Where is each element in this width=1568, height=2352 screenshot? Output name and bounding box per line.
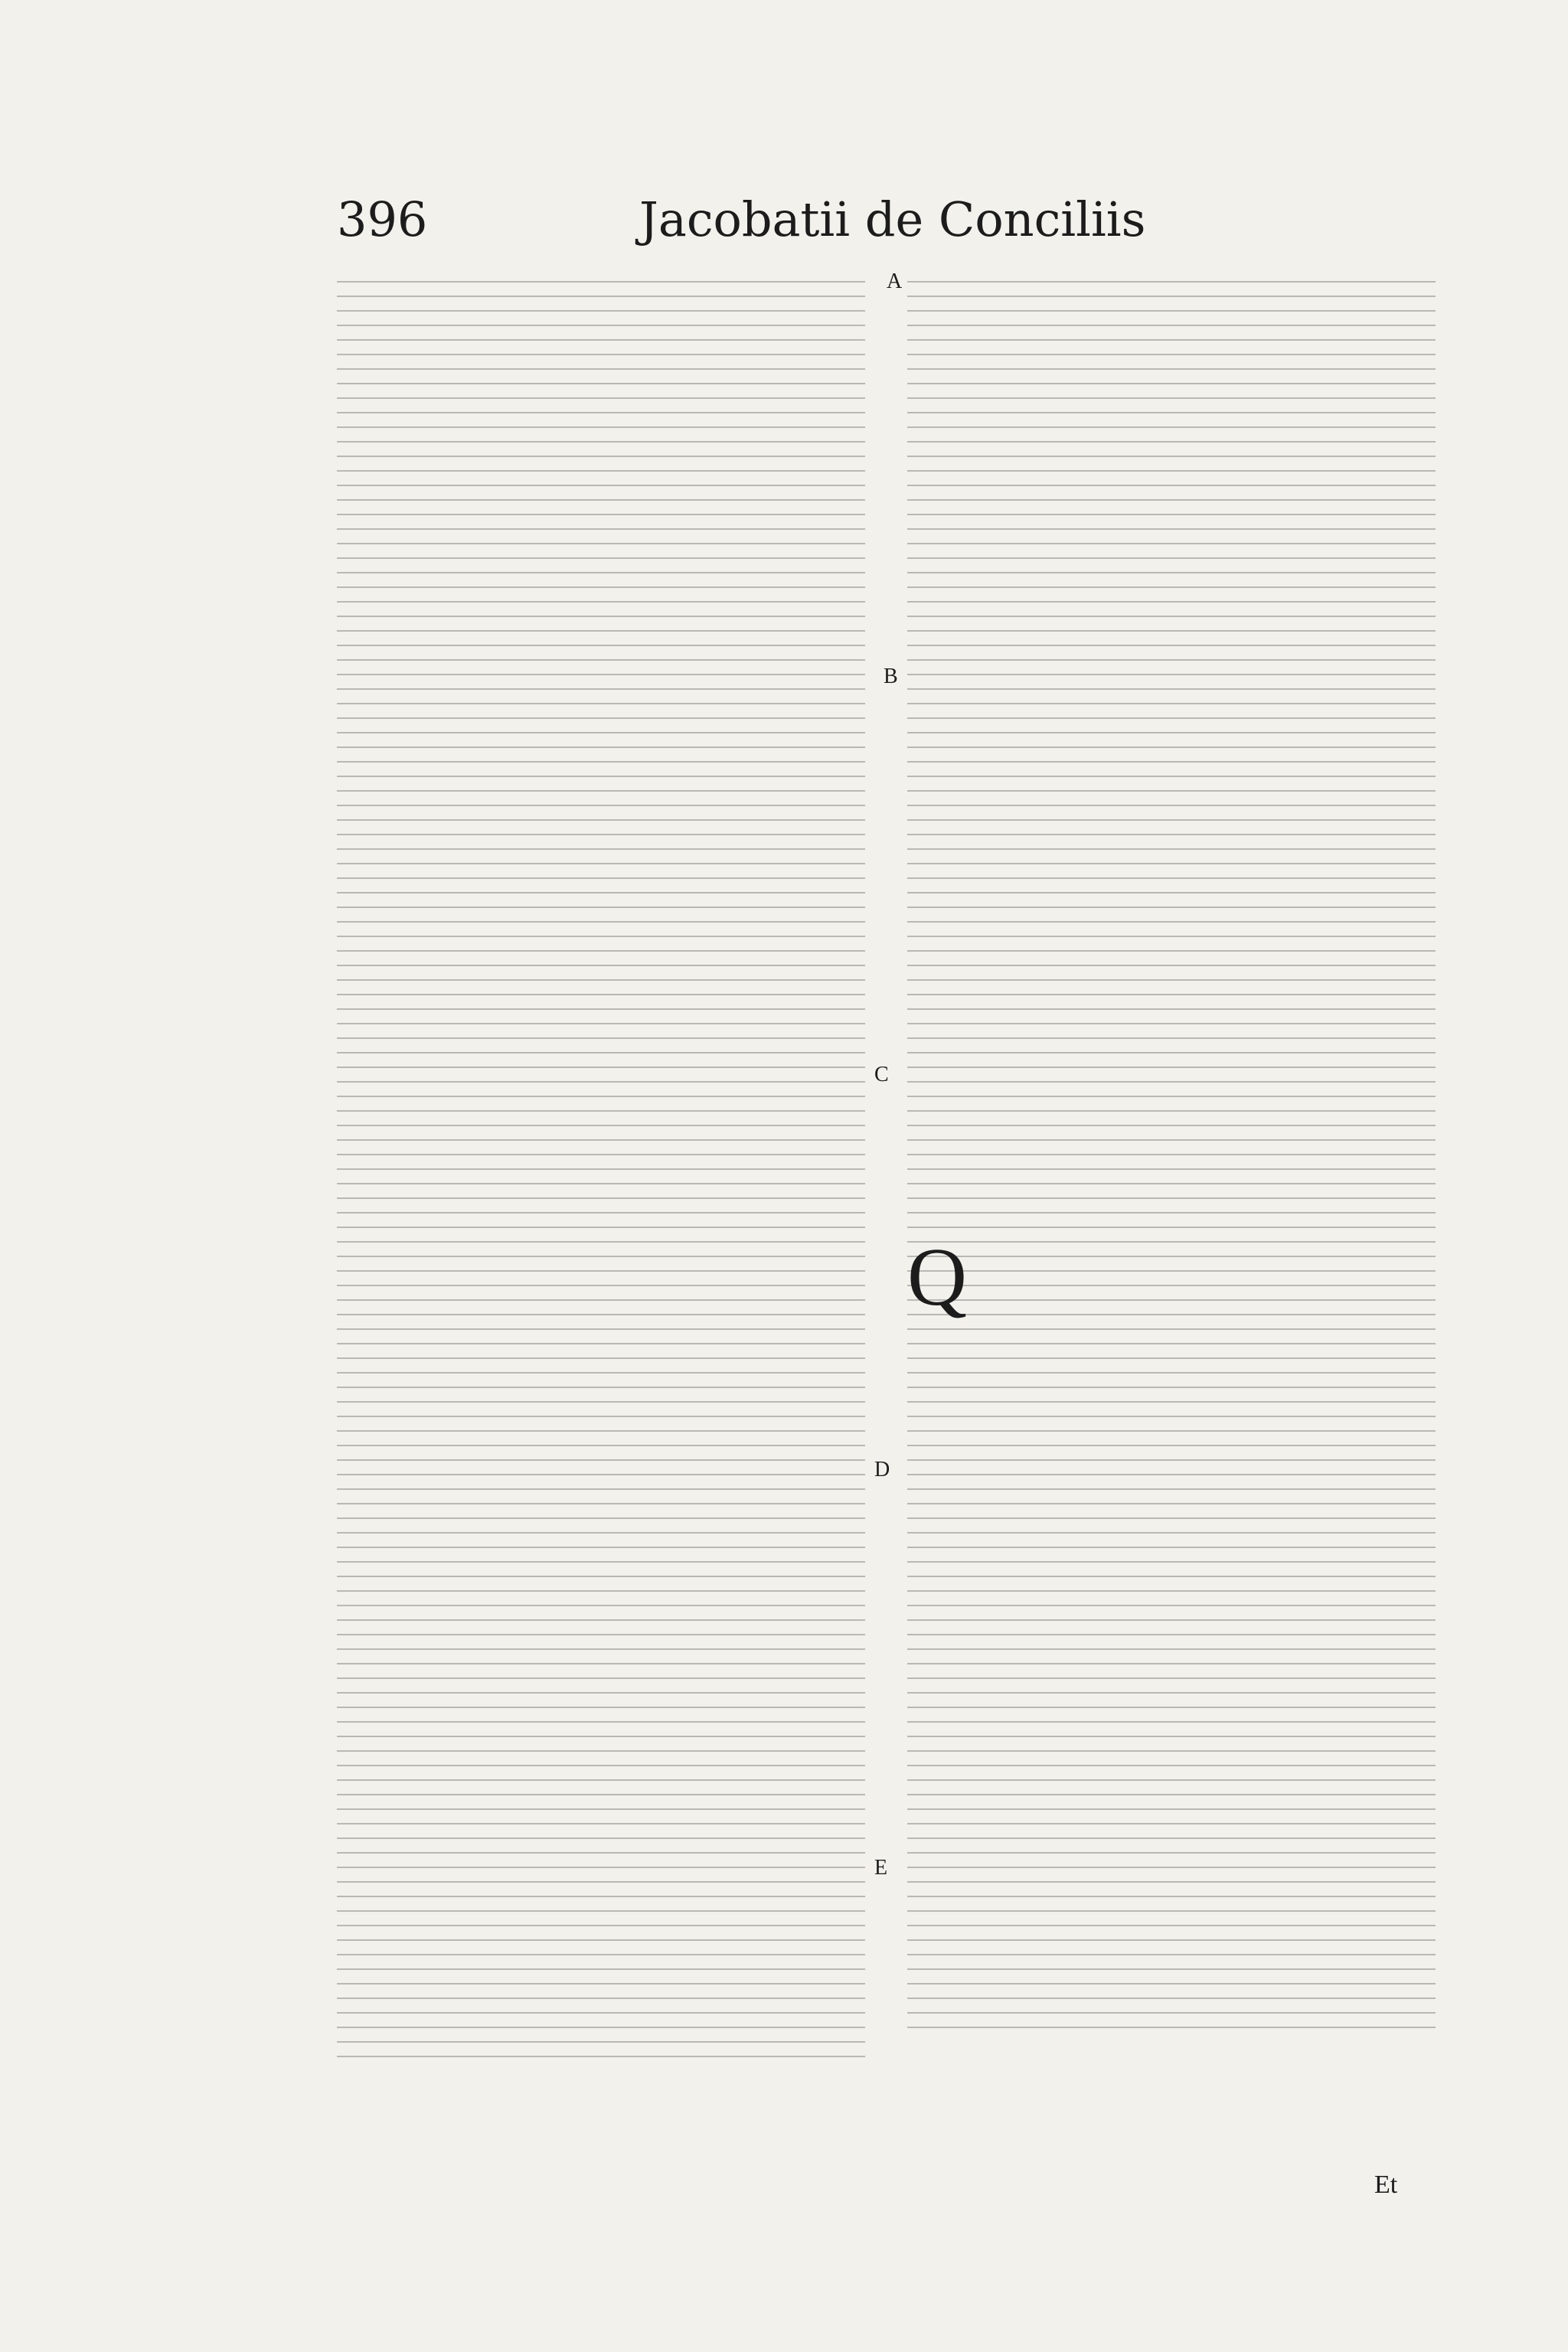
text-line-placeholder (337, 965, 865, 966)
text-line-placeholder (907, 1648, 1436, 1650)
text-line-placeholder (337, 281, 865, 283)
text-line-placeholder (337, 1227, 865, 1228)
text-line-placeholder (337, 936, 865, 937)
text-line-placeholder (907, 1736, 1436, 1737)
text-line-placeholder (907, 1183, 1436, 1184)
text-line-placeholder (907, 1401, 1436, 1403)
text-line-placeholder (337, 1503, 865, 1504)
text-line-placeholder (907, 1619, 1436, 1621)
text-line-placeholder (337, 456, 865, 457)
text-line-placeholder (907, 1590, 1436, 1592)
text-line-placeholder (337, 1968, 865, 1970)
text-line-placeholder (337, 1037, 865, 1039)
text-line-placeholder (337, 1576, 865, 1577)
margin-letter-d: D (874, 1458, 890, 1481)
text-line-placeholder (907, 761, 1436, 763)
text-line-placeholder (337, 426, 865, 428)
text-line-placeholder (907, 1110, 1436, 1112)
text-line-placeholder (907, 412, 1436, 413)
text-line-placeholder (907, 1168, 1436, 1170)
text-line-placeholder (337, 776, 865, 777)
text-line-placeholder (337, 703, 865, 704)
text-line-placeholder (907, 1008, 1436, 1010)
text-line-placeholder (907, 1663, 1436, 1664)
text-line-placeholder (907, 674, 1436, 675)
text-line-placeholder (337, 1459, 865, 1461)
text-line-placeholder (907, 688, 1436, 690)
text-line-placeholder (907, 805, 1436, 806)
text-line-placeholder (337, 1430, 865, 1432)
text-line-placeholder (337, 1285, 865, 1286)
text-line-placeholder (337, 2041, 865, 2043)
text-line-placeholder (337, 1838, 865, 1839)
text-line-placeholder (337, 1692, 865, 1694)
text-line-placeholder (337, 601, 865, 603)
text-line-placeholder (907, 441, 1436, 443)
text-line-placeholder (337, 1387, 865, 1388)
text-line-placeholder (337, 1896, 865, 1897)
text-line-placeholder (907, 1503, 1436, 1504)
text-line-placeholder (337, 645, 865, 646)
text-line-placeholder (907, 1459, 1436, 1461)
text-line-placeholder (337, 863, 865, 864)
text-line-placeholder (907, 863, 1436, 864)
text-line-placeholder (337, 1634, 865, 1635)
text-line-placeholder (337, 572, 865, 573)
text-line-placeholder (907, 1808, 1436, 1810)
text-line-placeholder (337, 1619, 865, 1621)
text-line-placeholder (337, 368, 865, 370)
text-line-placeholder (907, 776, 1436, 777)
text-line-placeholder (907, 1212, 1436, 1214)
text-line-placeholder (907, 1314, 1436, 1315)
text-line-placeholder (337, 834, 865, 835)
text-line-placeholder (907, 601, 1436, 603)
text-line-placeholder (907, 528, 1436, 530)
text-line-placeholder (907, 1430, 1436, 1432)
running-header (337, 191, 1256, 253)
text-line-placeholder (337, 1052, 865, 1054)
text-line-placeholder (337, 1736, 865, 1737)
margin-letter-b: B (884, 665, 898, 688)
text-line-placeholder (337, 790, 865, 792)
text-line-placeholder (907, 1983, 1436, 1984)
text-line-placeholder (337, 1299, 865, 1301)
text-line-placeholder (337, 339, 865, 341)
text-line-placeholder (907, 1750, 1436, 1752)
text-line-placeholder (337, 616, 865, 617)
text-line-placeholder (907, 819, 1436, 821)
text-line-placeholder (907, 1241, 1436, 1243)
left-column (337, 268, 865, 2070)
text-line-placeholder (907, 383, 1436, 384)
text-line-placeholder (337, 1794, 865, 1795)
text-line-placeholder (337, 1096, 865, 1097)
text-line-placeholder (907, 397, 1436, 399)
text-line-placeholder (337, 1154, 865, 1155)
text-line-placeholder (907, 1939, 1436, 1941)
page-number: 396 (337, 191, 428, 247)
text-line-placeholder (907, 834, 1436, 835)
text-line-placeholder (907, 1576, 1436, 1577)
text-line-placeholder (907, 1416, 1436, 1417)
text-line-placeholder (907, 1474, 1436, 1475)
text-line-placeholder (907, 703, 1436, 704)
text-line-placeholder (337, 1983, 865, 1984)
text-line-placeholder (907, 1561, 1436, 1563)
text-line-placeholder (907, 485, 1436, 486)
text-line-placeholder (337, 1343, 865, 1344)
text-line-placeholder (337, 325, 865, 326)
text-line-placeholder (337, 1212, 865, 1214)
text-line-placeholder (337, 1939, 865, 1941)
text-line-placeholder (337, 2056, 865, 2057)
margin-letter-e: E (874, 1856, 888, 1880)
right-column (907, 268, 1436, 2041)
text-line-placeholder (907, 281, 1436, 283)
text-line-placeholder (337, 470, 865, 472)
text-line-placeholder (907, 1677, 1436, 1679)
text-line-placeholder (337, 1197, 865, 1199)
text-line-placeholder (337, 1765, 865, 1766)
text-line-placeholder (907, 965, 1436, 966)
text-line-placeholder (907, 1139, 1436, 1141)
page-title: Jacobatii de Conciliis (639, 191, 1146, 247)
text-line-placeholder (337, 1707, 865, 1708)
text-line-placeholder (907, 499, 1436, 501)
text-line-placeholder (337, 1023, 865, 1024)
margin-letter-c: C (874, 1063, 889, 1086)
text-line-placeholder (337, 1590, 865, 1592)
text-line-placeholder (907, 1445, 1436, 1446)
text-line-placeholder (907, 1867, 1436, 1868)
text-line-placeholder (337, 1416, 865, 1417)
text-line-placeholder (907, 1968, 1436, 1970)
text-line-placeholder (337, 1110, 865, 1112)
text-line-placeholder (907, 1605, 1436, 1606)
text-line-placeholder (907, 790, 1436, 792)
text-line-placeholder (907, 630, 1436, 632)
text-line-placeholder (337, 1954, 865, 1955)
text-line-placeholder (907, 1692, 1436, 1694)
text-line-placeholder (337, 1881, 865, 1883)
text-line-placeholder (907, 1227, 1436, 1228)
text-line-placeholder (907, 1357, 1436, 1359)
text-line-placeholder (907, 936, 1436, 937)
text-line-placeholder (907, 717, 1436, 719)
text-line-placeholder (337, 528, 865, 530)
text-line-placeholder (907, 659, 1436, 661)
text-line-placeholder (907, 557, 1436, 559)
text-line-placeholder (337, 1401, 865, 1403)
text-line-placeholder (907, 1197, 1436, 1199)
text-line-placeholder (337, 1067, 865, 1068)
text-line-placeholder (907, 1838, 1436, 1839)
text-line-placeholder (907, 892, 1436, 893)
text-line-placeholder (907, 1547, 1436, 1548)
text-line-placeholder (907, 470, 1436, 472)
text-line-placeholder (907, 994, 1436, 995)
text-line-placeholder (907, 1852, 1436, 1854)
text-line-placeholder (337, 659, 865, 661)
text-line-placeholder (337, 1648, 865, 1650)
text-line-placeholder (907, 1343, 1436, 1344)
text-line-placeholder (907, 1299, 1436, 1301)
text-line-placeholder (337, 1910, 865, 1912)
text-line-placeholder (337, 1663, 865, 1664)
text-line-placeholder (337, 761, 865, 763)
text-line-placeholder (907, 354, 1436, 355)
text-line-placeholder (907, 514, 1436, 515)
text-line-placeholder (907, 1154, 1436, 1155)
text-line-placeholder (907, 746, 1436, 748)
text-line-placeholder (907, 1096, 1436, 1097)
text-line-placeholder (337, 441, 865, 443)
text-line-placeholder (337, 1532, 865, 1534)
text-line-placeholder (907, 1910, 1436, 1912)
text-line-placeholder (337, 1677, 865, 1679)
text-line-placeholder (907, 426, 1436, 428)
text-line-placeholder (907, 950, 1436, 952)
text-line-placeholder (907, 1954, 1436, 1955)
text-line-placeholder (907, 1052, 1436, 1054)
text-line-placeholder (337, 1998, 865, 1999)
text-line-placeholder (337, 1852, 865, 1854)
text-line-placeholder (907, 1067, 1436, 1068)
text-line-placeholder (337, 1372, 865, 1374)
text-line-placeholder (337, 586, 865, 588)
text-line-placeholder (337, 1488, 865, 1490)
text-line-placeholder (337, 354, 865, 355)
text-line-placeholder (337, 1547, 865, 1548)
text-line-placeholder (907, 543, 1436, 544)
text-line-placeholder (337, 1721, 865, 1723)
text-line-placeholder (907, 1256, 1436, 1257)
text-line-placeholder (337, 1125, 865, 1126)
text-line-placeholder (337, 499, 865, 501)
text-line-placeholder (337, 1081, 865, 1083)
text-line-placeholder (907, 1372, 1436, 1374)
text-line-placeholder (337, 892, 865, 893)
text-line-placeholder (337, 1168, 865, 1170)
text-line-placeholder (337, 2027, 865, 2028)
text-line-placeholder (337, 674, 865, 675)
text-line-placeholder (907, 1765, 1436, 1766)
text-line-placeholder (907, 1881, 1436, 1883)
text-line-placeholder (907, 1794, 1436, 1795)
text-line-placeholder (907, 1532, 1436, 1534)
text-line-placeholder (907, 1707, 1436, 1708)
text-line-placeholder (907, 1488, 1436, 1490)
text-line-placeholder (907, 1998, 1436, 1999)
text-line-placeholder (907, 1721, 1436, 1723)
text-line-placeholder (907, 1125, 1436, 1126)
text-line-placeholder (337, 994, 865, 995)
text-line-placeholder (337, 1256, 865, 1257)
text-line-placeholder (337, 877, 865, 879)
text-line-placeholder (337, 2012, 865, 2014)
text-line-placeholder (907, 586, 1436, 588)
text-line-placeholder (907, 1285, 1436, 1286)
text-line-placeholder (907, 456, 1436, 457)
text-line-placeholder (907, 616, 1436, 617)
text-line-placeholder (337, 1561, 865, 1563)
text-line-placeholder (907, 1081, 1436, 1083)
text-line-placeholder (337, 717, 865, 719)
text-line-placeholder (907, 1896, 1436, 1897)
text-line-placeholder (337, 296, 865, 297)
margin-letter-a: A (887, 270, 903, 293)
text-line-placeholder (337, 1605, 865, 1606)
text-line-placeholder (907, 1037, 1436, 1039)
text-line-placeholder (907, 310, 1436, 312)
text-line-placeholder (907, 906, 1436, 908)
text-line-placeholder (907, 1270, 1436, 1272)
text-line-placeholder (337, 557, 865, 559)
text-line-placeholder (337, 950, 865, 952)
text-line-placeholder (337, 1270, 865, 1272)
text-line-placeholder (907, 921, 1436, 923)
text-line-placeholder (907, 1823, 1436, 1824)
text-line-placeholder (337, 514, 865, 515)
text-line-placeholder (907, 1387, 1436, 1388)
catchword: Et (1374, 2171, 1398, 2199)
drop-cap: Q (907, 1232, 967, 1323)
text-line-placeholder (337, 688, 865, 690)
text-line-placeholder (337, 1241, 865, 1243)
text-line-placeholder (337, 819, 865, 821)
text-line-placeholder (337, 1925, 865, 1926)
text-line-placeholder (337, 383, 865, 384)
text-line-placeholder (907, 732, 1436, 733)
text-line-placeholder (907, 848, 1436, 850)
text-line-placeholder (907, 1328, 1436, 1330)
text-line-placeholder (337, 746, 865, 748)
text-line-placeholder (337, 1474, 865, 1475)
text-line-placeholder (907, 296, 1436, 297)
text-line-placeholder (907, 1023, 1436, 1024)
text-line-placeholder (337, 1008, 865, 1010)
text-line-placeholder (907, 339, 1436, 341)
text-line-placeholder (337, 1139, 865, 1141)
text-line-placeholder (337, 1445, 865, 1446)
text-line-placeholder (337, 1183, 865, 1184)
text-line-placeholder (337, 412, 865, 413)
text-line-placeholder (337, 979, 865, 981)
text-line-placeholder (337, 1517, 865, 1519)
text-line-placeholder (907, 2012, 1436, 2014)
text-line-placeholder (907, 572, 1436, 573)
text-line-placeholder (337, 630, 865, 632)
text-line-placeholder (337, 906, 865, 908)
text-line-placeholder (907, 877, 1436, 879)
text-line-placeholder (337, 1328, 865, 1330)
text-line-placeholder (337, 805, 865, 806)
text-line-placeholder (337, 543, 865, 544)
text-line-placeholder (907, 979, 1436, 981)
text-line-placeholder (337, 732, 865, 733)
text-line-placeholder (337, 1314, 865, 1315)
text-line-placeholder (907, 325, 1436, 326)
text-line-placeholder (337, 310, 865, 312)
text-line-placeholder (907, 2027, 1436, 2028)
text-line-placeholder (907, 368, 1436, 370)
text-line-placeholder (907, 1517, 1436, 1519)
text-line-placeholder (337, 485, 865, 486)
text-line-placeholder (337, 1823, 865, 1824)
text-line-placeholder (337, 848, 865, 850)
text-line-placeholder (337, 921, 865, 923)
text-line-placeholder (907, 1925, 1436, 1926)
text-line-placeholder (337, 1779, 865, 1781)
text-line-placeholder (337, 1808, 865, 1810)
text-line-placeholder (907, 1634, 1436, 1635)
text-line-placeholder (907, 645, 1436, 646)
text-line-placeholder (337, 397, 865, 399)
text-line-placeholder (907, 1779, 1436, 1781)
text-line-placeholder (337, 1867, 865, 1868)
text-line-placeholder (337, 1357, 865, 1359)
text-line-placeholder (337, 1750, 865, 1752)
